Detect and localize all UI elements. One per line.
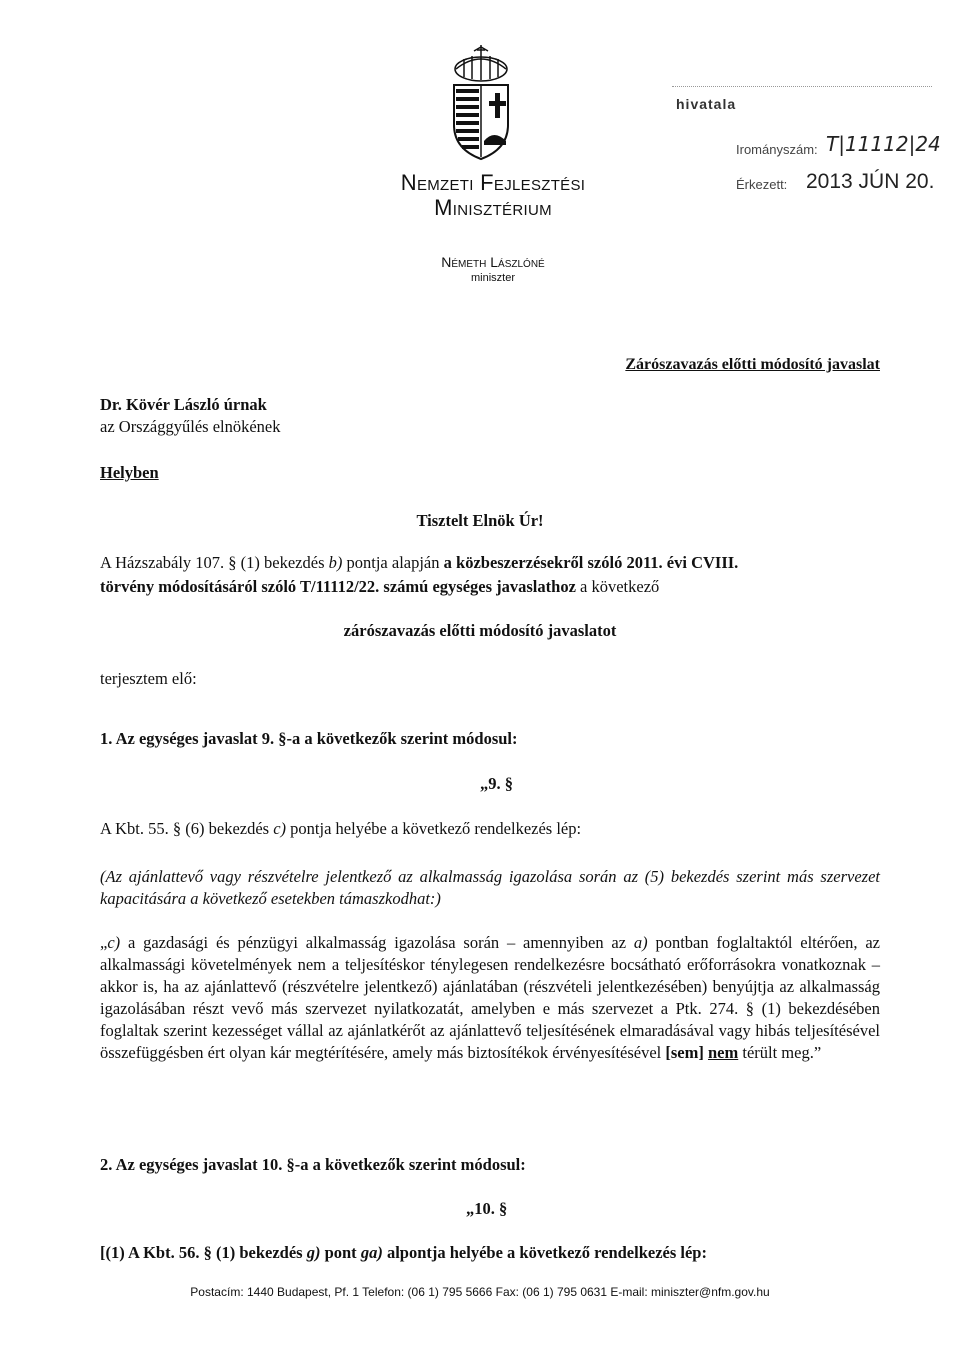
proposal-type-center: zárószavazás előtti módosító javaslatot (343, 621, 617, 640)
item-1-body-point-a: a) (633, 933, 648, 952)
intro-text: A Házszabály 107. § (1) bekezdés (100, 553, 329, 572)
item-1-body-text-a: a gazdasági és pénzügyi alkalmasság igazolása során – amennyiben az (120, 933, 634, 952)
item-1-context: (Az ajánlattevő vagy részvételre jelentkező az alkalmasság igazolása során az (5) bekezdés szerint más szervezet kapacitására a következő esetekben támaszkodhat:) (100, 867, 880, 908)
item-2-heading: 2. Az egységes javaslat 10. §-a a következők szerint módosul: (100, 1155, 526, 1174)
intro-bill-title: törvény módosításáról szóló T/11112/22. számú egységes javaslathoz (100, 577, 576, 596)
document-type: Zárószavazás előtti módosító javaslat (625, 356, 880, 373)
intro-line-1 (100, 552, 880, 574)
addressee-role: az Országgyűlés elnökének (100, 417, 281, 436)
addressee-location: Helyben (100, 463, 159, 482)
item-1-body-end: térült meg.” (738, 1043, 822, 1062)
intro-text-3: a következő (575, 577, 660, 596)
item-1-lead-tail: pontja helyébe a következő rendelkezés lép: (286, 819, 582, 838)
intro-point: b) (328, 553, 343, 572)
stamp-number-label: Irományszám: (736, 142, 818, 157)
stamp-received-label: Érkezett: (736, 177, 788, 192)
item-1-heading: 1. Az egységes javaslat 9. §-a a következők szerint módosul: (100, 729, 518, 748)
item-1-lead-point: c) (273, 819, 287, 838)
footer-contact: Postacím: 1440 Budapest, Pf. 1 Telefon: (06 1) 795 5666 Fax: (06 1) 795 0631 E-mail: miniszter@nfm.gov.hu (190, 1285, 770, 1299)
item-2-lead (100, 1242, 900, 1264)
item-1-body-inserted: nem (707, 1043, 739, 1062)
item-2-section: „10. § (466, 1199, 508, 1218)
stamp-received-value: 2013 JÚN 20. (806, 170, 935, 193)
intro-closing: terjesztem elő: (100, 669, 197, 688)
item-2-lead-point: g) (306, 1243, 321, 1262)
item-2-lead-tail: alpontja helyébe a következő rendelkezés lép: (382, 1243, 707, 1262)
stamp-office: hivatala (676, 96, 737, 112)
item-1-body-quote: „ (100, 933, 108, 952)
intro-law-title: a közbeszerzésekről szóló 2011. évi CVIII. (443, 553, 739, 572)
intro-line-2 (100, 576, 880, 598)
item-2-lead-mid: pont (320, 1243, 361, 1262)
stamp-number-value: T|11112|24 (826, 132, 941, 156)
stamp-divider (672, 86, 932, 88)
item-1-section: „9. § (480, 774, 513, 793)
minister-name: Németh Lászlóné (441, 254, 545, 270)
item-2-lead-text: [(1) A Kbt. 56. § (1) bekezdés (100, 1243, 307, 1262)
ministry-line-2: Minisztérium (434, 195, 552, 220)
minister-title: miniszter (470, 272, 515, 284)
item-1-body-point-c: c) (107, 933, 121, 952)
coat-of-arms-icon (444, 45, 518, 163)
addressee-name: Dr. Kövér László úrnak (100, 395, 267, 414)
ministry-line-1: Nemzeti Fejlesztési (400, 170, 586, 195)
ministry-name (378, 170, 608, 220)
item-1-lead-text: A Kbt. 55. § (6) bekezdés (100, 819, 274, 838)
intro-text-2: pontja alapján (342, 553, 444, 572)
item-1-body-deleted: [sem] (665, 1043, 704, 1062)
salutation: Tisztelt Elnök Úr! (416, 511, 544, 530)
item-1-body-text-b: pontban foglaltaktól eltérően, az alkalmassági követelmények nem a teljesítéskor ténylegesen rendelkezésre bocsátható erőforrásokra vonatkoznak – akkor is, ha az ajánlattevő (részvételre jelentkező) ajánlatában (részvételi jelentkezésében) benyújtja az alkalmasság igazolásában részt vevő más szervezet nyilatkozatát, amelyben e más szervezet a Ptk. 274. § (1) bekezdésében foglaltak szerint kezességet vállal az ajánlatkérőt az ajánlattevő teljesítésének elmaradásával vagy hibás teljesítésével összefüggésben ért olyan kár megtérítésére, amely más biztosítékok érvényesítésével (100, 933, 880, 1062)
item-1-lead (100, 818, 581, 840)
item-1-body (100, 932, 880, 1064)
item-2-lead-subpoint: ga) (360, 1243, 383, 1262)
